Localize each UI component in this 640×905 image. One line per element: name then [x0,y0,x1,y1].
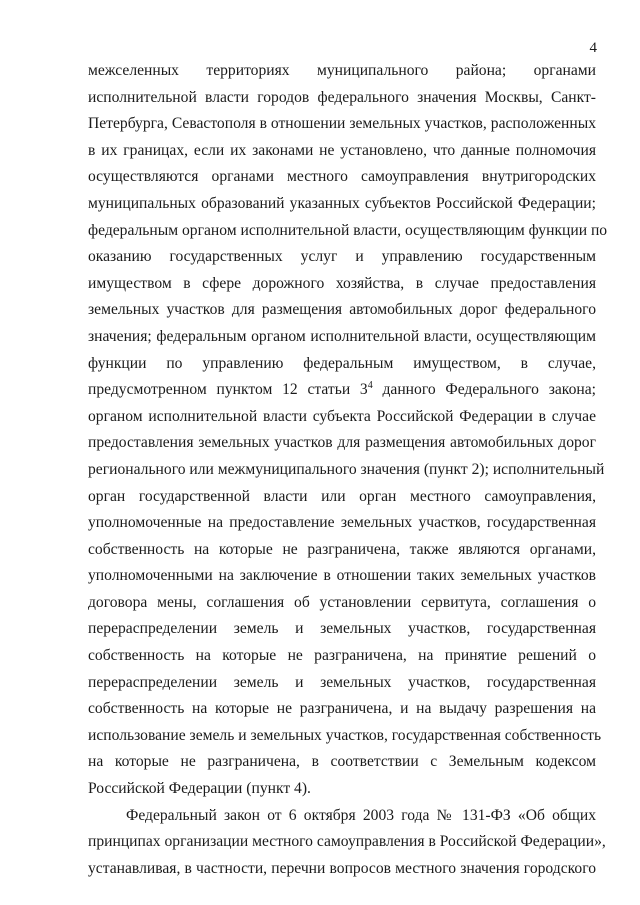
text-line: предоставления земельных участков для размещения автомобильных дорог [88,434,596,452]
text-line: значения; федеральным органом исполнительной власти, осуществляющим [88,327,596,345]
text-line: Петербурга, Севастополя в отношении земельных участков, расположенных [88,115,596,133]
text-line: земельных участков для размещения автомобильных дорог федерального [88,301,596,319]
text-line: регионального или межмуниципального значения (пункт 2); исполнительный [88,460,605,478]
text-line: уполномоченными на заключение в отношении таких земельных участков [88,567,596,585]
line-text-tail: данного Федерального закона; [372,381,596,399]
text-line: муниципальных образований указанных субъектов Российской Федерации; [88,194,596,212]
text-line: использование земель и земельных участков, государственная собственность [88,726,602,744]
text-line: оказанию государственных услуг и управлению государственным [88,248,596,266]
text-line: перераспределении земель и земельных участков, государственная [88,620,596,638]
text-line: собственность на которые не разграничена, на принятие решений о [88,647,596,665]
text-line: собственность на которые не разграничена, также являются органами, [88,540,596,558]
paragraph-1 [88,58,608,803]
text-line: органом исполнительной власти субъекта Российской Федерации в случае [88,407,596,425]
text-line: имуществом в сфере дорожного хозяйства, в случае предоставления [88,274,596,292]
text-line: Российской Федерации (пункт 4). [88,780,311,798]
line-text: предусмотренном пунктом 12 статьи 3 [88,381,368,399]
text-line-with-superscript [88,377,596,404]
document-body [88,58,608,882]
page-number: 4 [589,40,597,56]
text-line: принципах организации местного самоуправления в Российской Федерации», [88,833,606,851]
text-line: в их границах, если их законами не установлено, что данные полномочия [88,141,596,159]
text-line: осуществляются органами местного самоуправления внутригородских [88,168,596,186]
superscript: 4 [367,380,373,392]
text-line: Федеральный закон от 6 октября 2003 года № 131-ФЗ «Об общих [126,806,596,824]
text-line: уполномоченные на предоставление земельных участков, государственная [88,514,596,532]
text-line: устанавливая, в частности, перечни вопросов местного значения городского [88,859,596,877]
text-line: на которые не разграничена, в соответствии с Земельным кодексом [88,753,596,771]
text-line: перераспределении земель и земельных участков, государственная [88,673,596,691]
text-line: орган государственной власти или орган местного самоуправления, [88,487,596,505]
text-line: межселенных территориях муниципального района; органами [88,62,596,79]
text-line: собственность на которые не разграничена, и на выдачу разрешения на [88,700,596,718]
text-line: исполнительной власти городов федерального значения Москвы, Санкт- [88,88,596,106]
text-line: федеральным органом исполнительной власти, осуществляющим функции по [88,221,608,239]
text-line: договора мены, соглашения об установлении сервитута, соглашения о [88,593,596,611]
text-line: функции по управлению федеральным имуществом, в случае, [88,354,596,372]
paragraph-2 [88,803,606,883]
